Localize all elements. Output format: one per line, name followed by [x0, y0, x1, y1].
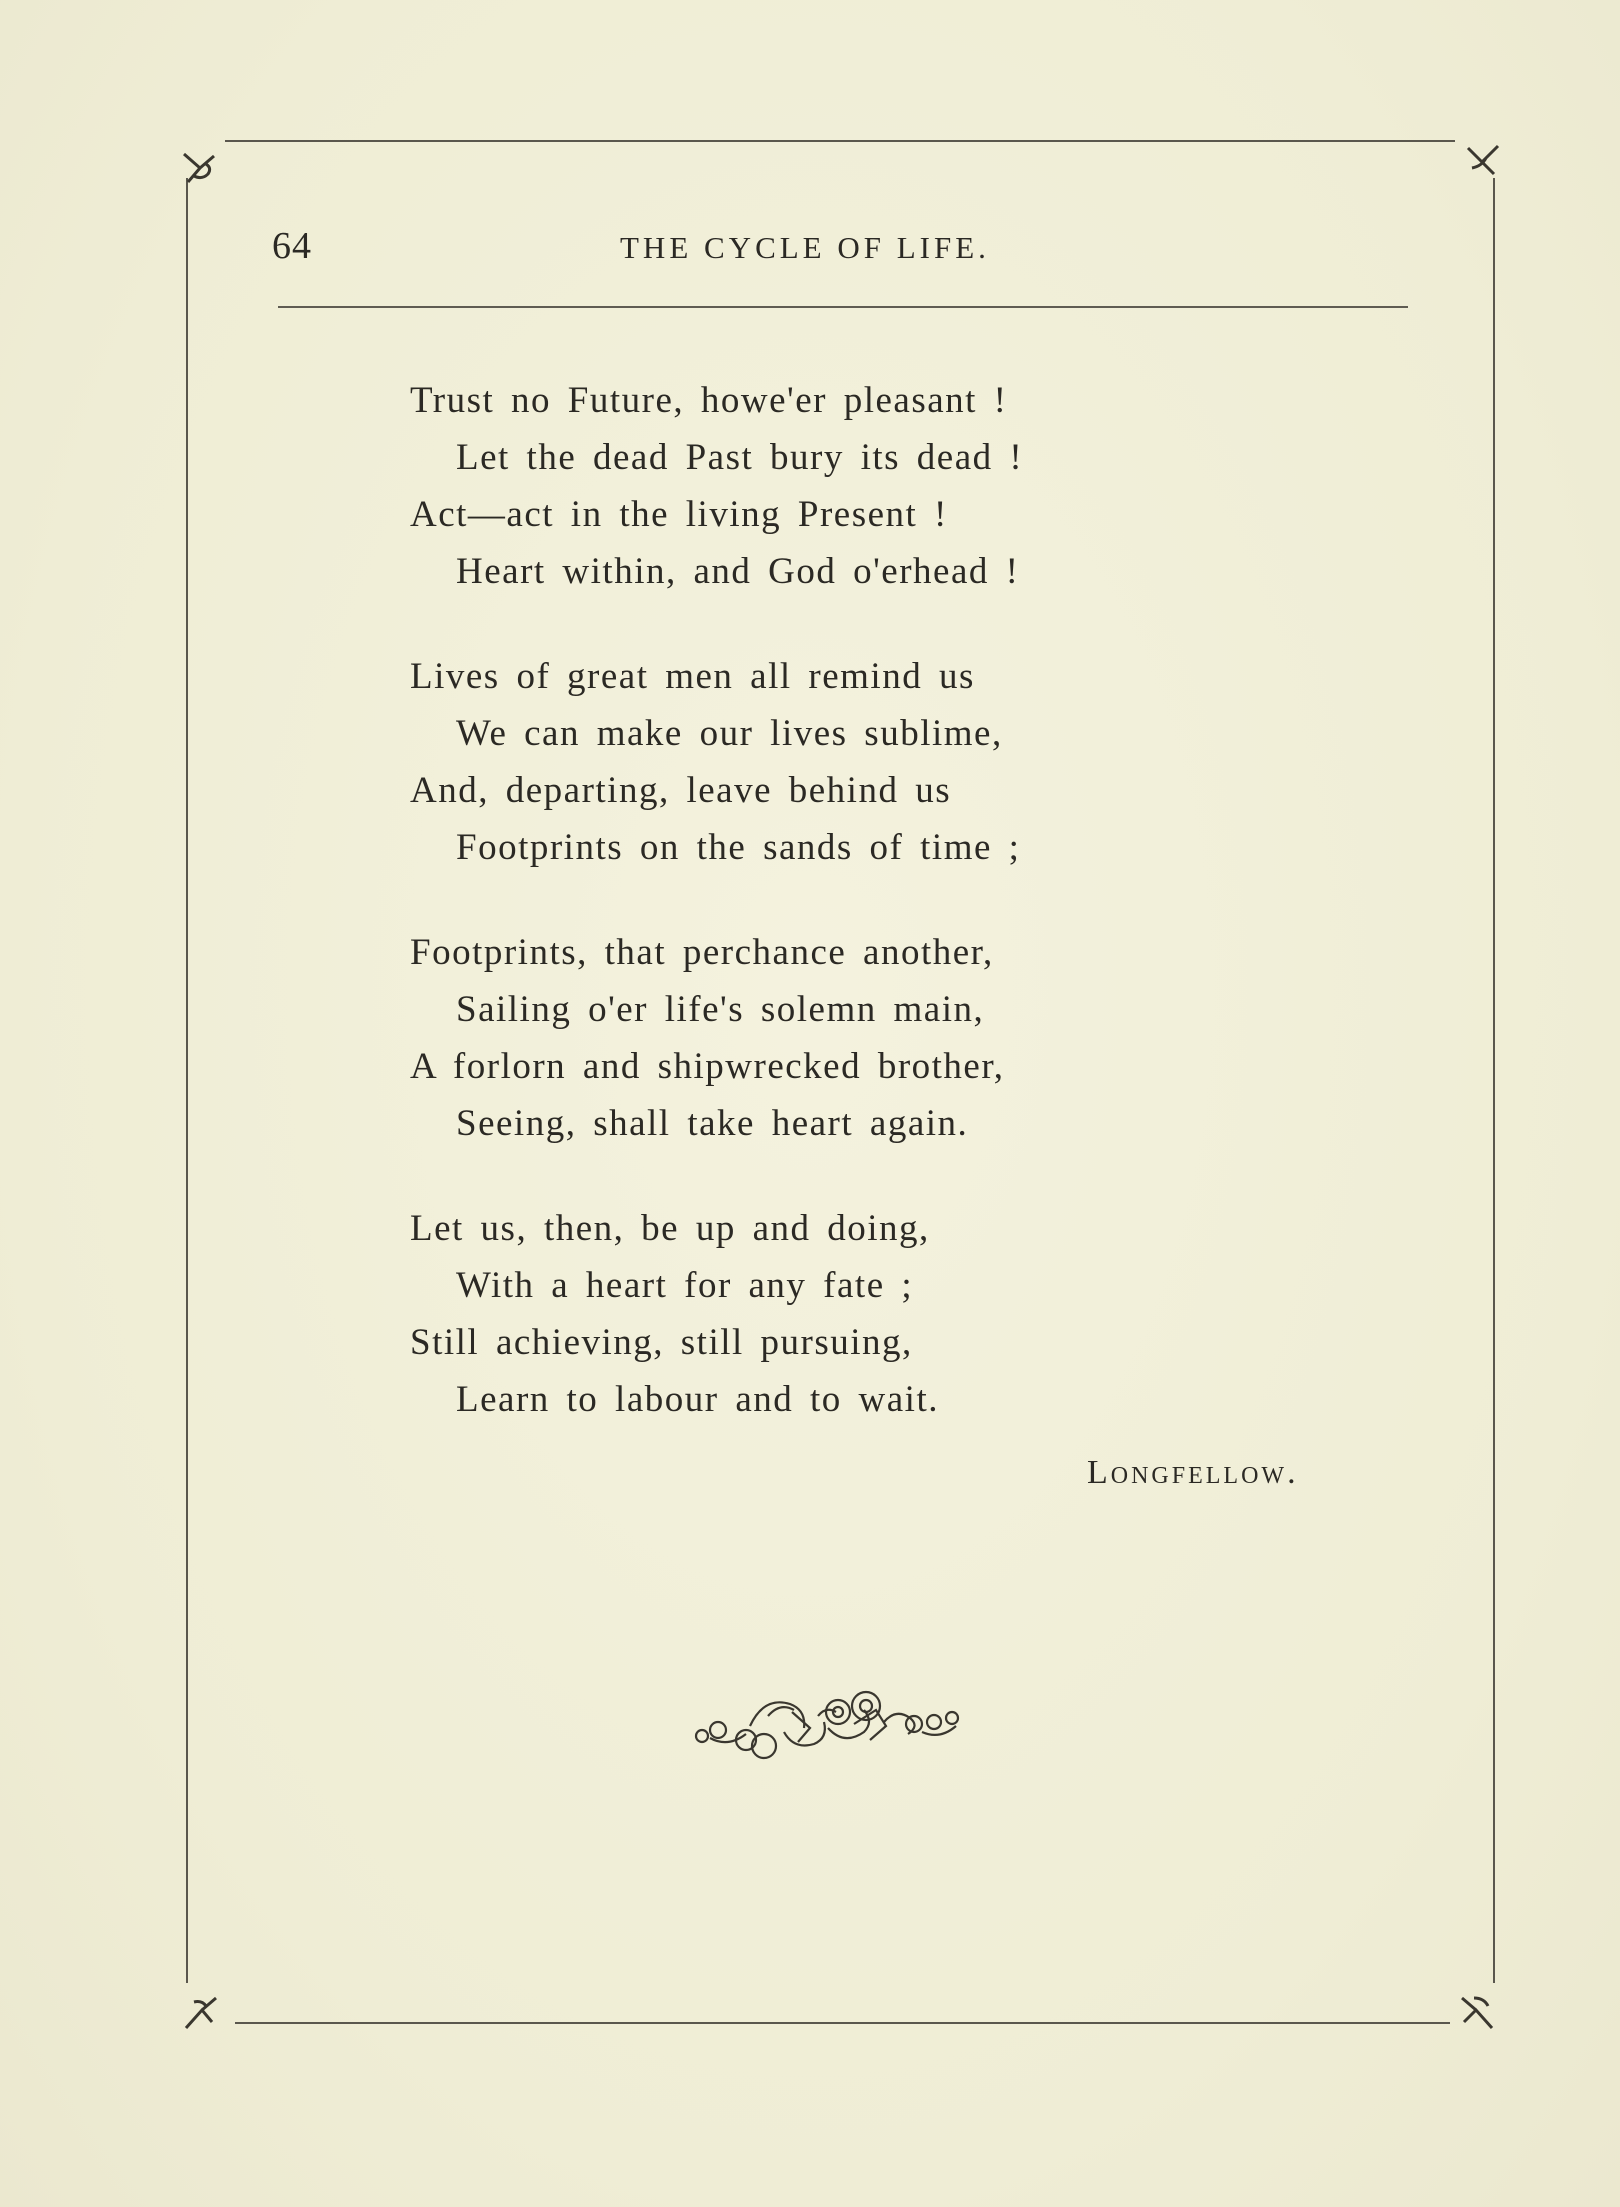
- corner-flourish-icon: [1460, 138, 1504, 182]
- frame-right-rule: [1493, 178, 1495, 1983]
- poem-line: Let us, then, be up and doing,: [410, 1208, 930, 1249]
- poem-line: Lives of great men all remind us: [410, 656, 975, 697]
- corner-flourish-icon: [180, 1990, 224, 2034]
- poem-line: A forlorn and shipwrecked brother,: [410, 1046, 1005, 1087]
- running-head: THE CYCLE OF LIFE.: [620, 230, 990, 265]
- poem-line: Seeing, shall take heart again.: [456, 1103, 969, 1144]
- corner-flourish-icon: [1454, 1990, 1498, 2034]
- frame-top-rule: [225, 140, 1455, 142]
- poem-line: Let the dead Past bury its dead !: [456, 437, 1024, 478]
- poem-attribution: Longfellow.: [1087, 1454, 1299, 1491]
- stanza: [410, 924, 1410, 1152]
- stanza: [410, 648, 1410, 876]
- poem-line: And, departing, leave behind us: [410, 770, 952, 811]
- page-number: 64: [272, 225, 312, 267]
- poem-line: Footprints, that perchance another,: [410, 932, 994, 973]
- poem-line: With a heart for any fate ;: [456, 1265, 914, 1306]
- header-rule: [278, 306, 1408, 308]
- poem-line: Footprints on the sands of time ;: [456, 827, 1021, 868]
- poem-line: Trust no Future, howe'er pleasant !: [410, 380, 1008, 421]
- scroll-ornament-icon: [688, 1676, 988, 1768]
- frame-left-rule: [186, 178, 188, 1983]
- frame-bottom-rule: [235, 2022, 1450, 2024]
- stanza: [410, 372, 1410, 600]
- poem: [410, 372, 1410, 1476]
- corner-flourish-icon: [178, 146, 222, 190]
- poem-line: Learn to labour and to wait.: [456, 1379, 939, 1420]
- poem-line: We can make our lives sublime,: [456, 713, 1003, 754]
- stanza: [410, 1200, 1410, 1428]
- poem-line: Act—act in the living Present !: [410, 494, 948, 535]
- poem-line: Sailing o'er life's solemn main,: [456, 989, 985, 1030]
- poem-line: Heart within, and God o'erhead !: [456, 551, 1020, 592]
- poem-line: Still achieving, still pursuing,: [410, 1322, 913, 1363]
